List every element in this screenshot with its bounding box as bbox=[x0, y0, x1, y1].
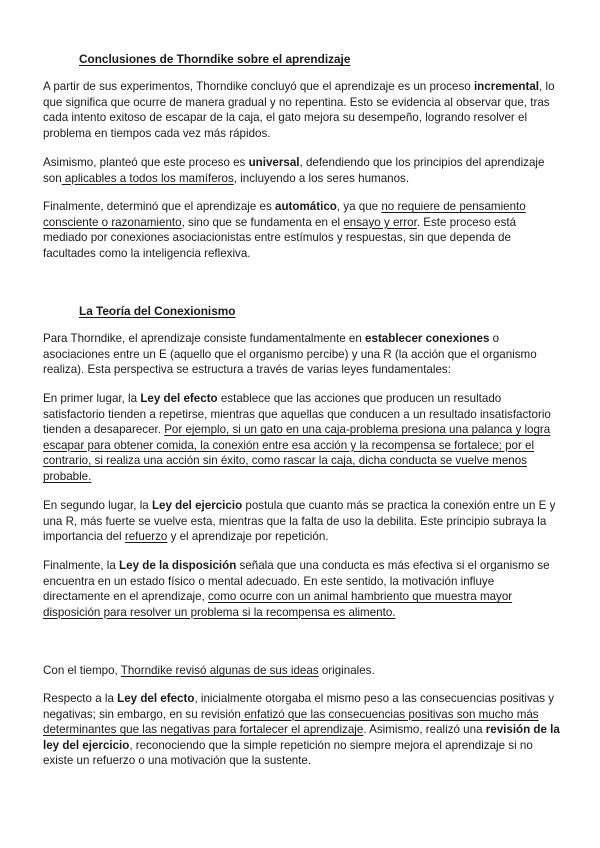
section2-paragraph-3: En segundo lugar, la Ley del ejercicio postula que cuanto más se practica la conexión entre un E y una R, más fuerte se vuelve esta, mientras que la falta de uso la debilita. Este principio subraya la importancia del refuerzo y el aprendizaje por repetición. bbox=[43, 499, 556, 544]
underlined-phrase: refuerzo bbox=[124, 530, 168, 544]
underlined-phrase: aplicables a todos los mamíferos bbox=[61, 171, 234, 185]
section1-heading: Conclusiones de Thorndike sobre el aprendizaje bbox=[79, 52, 351, 66]
underlined-phrase: como ocurre con un animal hambriento que muestra mayor disposición para resolver un problema si la recompensa es alimento. bbox=[43, 590, 513, 619]
bold-term: Ley del efecto bbox=[117, 692, 195, 705]
section2-paragraph-2: En primer lugar, la Ley del efecto establece que las acciones que producen un resultado satisfactorio tienden a repetirse, mientras que aquellas que conducen a un resultado insatisfactorio tienden a desaparecer. Por ejemplo, si un gato en una caja-problema presiona una palanca y logra escapar para obtener comida, la conexión entre esa acción y la recompensa se fortalece; por el contrario, si realiza una acción sin éxito, como rascar la caja, dicha conducta se vuelve menos probable. bbox=[43, 392, 551, 483]
bold-term: universal bbox=[248, 156, 300, 169]
bold-term: Ley del efecto bbox=[140, 392, 218, 405]
bold-term: Ley del ejercicio bbox=[151, 499, 243, 512]
section3-paragraph-2: Respecto a la Ley del efecto, inicialmente otorgaba el mismo peso a las consecuencias positivas y negativas; sin embargo, en su revisión enfatizó que las consecuencias positivas son mucho más determinantes que las negativas para fortalecer el aprendizaje. Asimismo, realizó una revisión de la ley del ejercicio, reconociendo que la simple repetición no siempre mejora el aprendizaje si no existe un refuerzo o una motivación que la sustente. bbox=[43, 692, 560, 768]
section1-paragraph-2: Asimismo, planteó que este proceso es universal, defendiendo que los principios del aprendizaje son aplicables a todos los mamíferos, incluyendo a los seres humanos. bbox=[43, 156, 545, 185]
section2-paragraph-4: Finalmente, la Ley de la disposición señala que una conducta es más efectiva si el organismo se encuentra en un estado físico o mental adecuado. En este sentido, la motivación influye directamente en el aprendizaje, como ocurre con un animal hambriento que muestra mayor disposición para resolver un problema si la recompensa es alimento. bbox=[43, 559, 550, 619]
section1-paragraph-3: Finalmente, determinó que el aprendizaje es automático, ya que no requiere de pensamiento consciente o razonamiento, sino que se fundamenta en el ensayo y error. Este proceso está mediado por conexiones asociacionistas entre estímulos y respuestas, sin que dependa de facultades como la inteligencia reflexiva. bbox=[43, 200, 526, 260]
underlined-phrase: Por ejemplo, si un gato en una caja-problema presiona una palanca y logra escapar para obtener comida, la conexión entre esa acción y la recompensa se fortalece; por el contrario, si realiza una acción sin éxito, como rascar la caja, dicha conducta se vuelve menos probable. bbox=[43, 423, 551, 483]
bold-term: automático bbox=[275, 200, 337, 213]
section2-heading: La Teoría del Conexionismo bbox=[79, 304, 236, 318]
bold-term: Ley de la disposición bbox=[119, 559, 237, 572]
underlined-phrase: enfatizó que las consecuencias positivas son mucho más determinantes que las negativas para fortalecer el aprendizaje bbox=[43, 707, 539, 737]
bold-term: revisión de la ley del ejercicio bbox=[43, 723, 560, 752]
section1-paragraph-1: A partir de sus experimentos, Thorndike concluyó que el aprendizaje es un proceso incremental, lo que significa que ocurre de manera gradual y no repentina. Esto se evidencia al observar que, tras cada intento exitoso de escapar de la caja, el gato mejora su desempeño, logrando resolver el problema en tiempos cada vez más rápidos. bbox=[43, 80, 555, 140]
underlined-phrase: Thorndike revisó algunas de sus ideas bbox=[120, 664, 319, 677]
bold-term: establecer conexiones bbox=[365, 332, 490, 345]
bold-term: incremental bbox=[473, 80, 540, 93]
section3-paragraph-1: Con el tiempo, Thorndike revisó algunas de sus ideas originales. bbox=[43, 664, 375, 677]
section2-paragraph-1: Para Thorndike, el aprendizaje consiste fundamentalmente en establecer conexiones o asociaciones entre un E (aquello que el organismo percibe) y una R (la acción que el organismo realiza). Esta perspectiva se estructura a través de varias leyes fundamentales: bbox=[43, 332, 537, 377]
underlined-phrase: ensayo y error bbox=[343, 215, 417, 229]
underlined-phrase: no requiere de pensamiento consciente o razonamiento bbox=[43, 200, 526, 229]
